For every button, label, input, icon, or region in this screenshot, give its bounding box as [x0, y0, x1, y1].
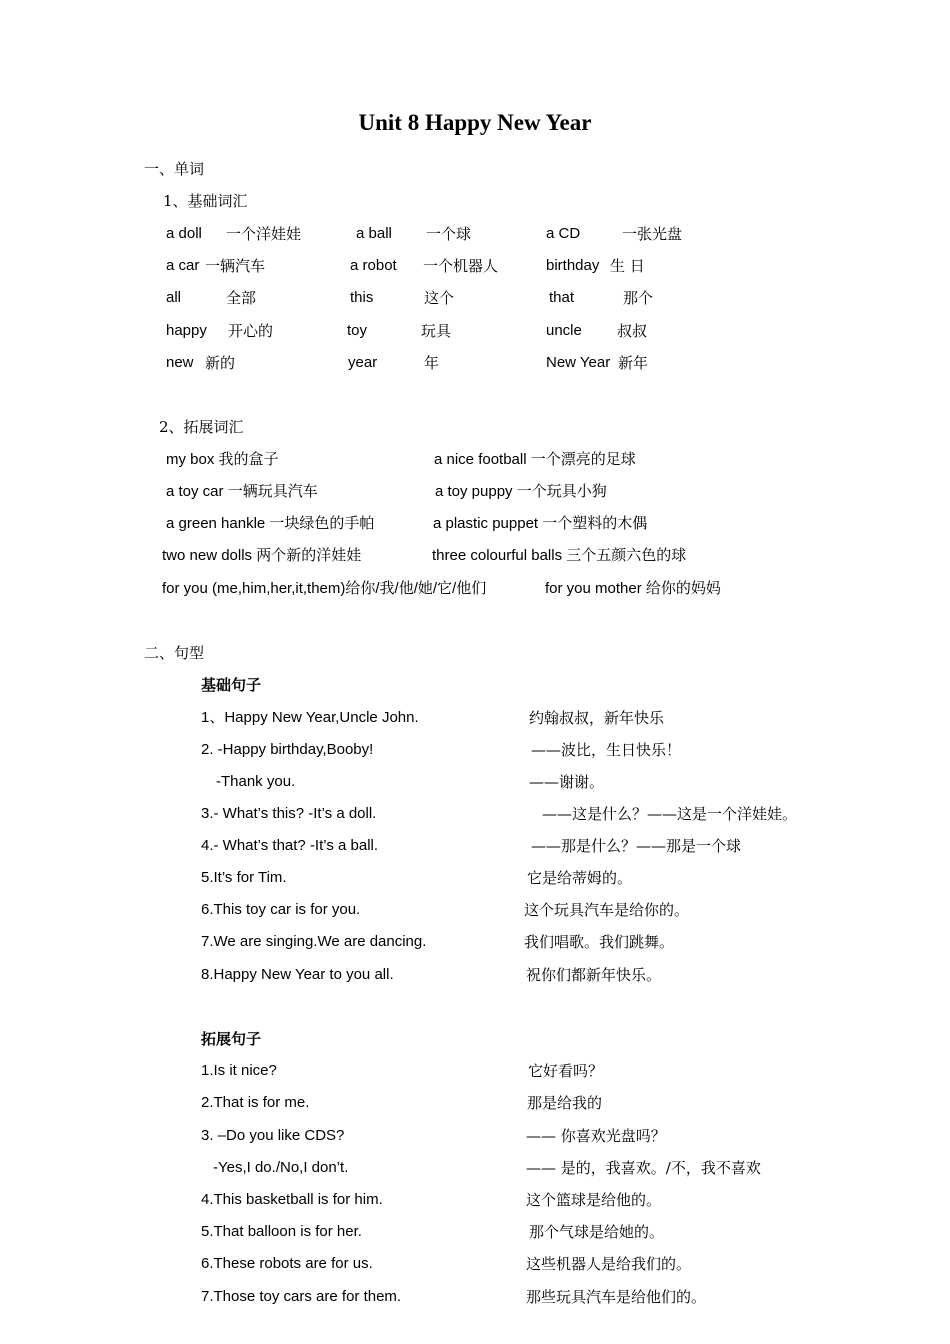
vocab-phrase: two new dolls 两个新的洋娃娃 [162, 547, 362, 564]
sentence-cn: 那是给我的 [527, 1094, 603, 1112]
vocab-meaning: 新年 [618, 354, 649, 372]
sentence-cn: —— 你喜欢光盘吗？ [526, 1127, 666, 1145]
vocab-meaning: 那个 [623, 289, 654, 307]
sentence-cn: ——谢谢。 [529, 773, 605, 791]
vocab-phrase: a plastic puppet 一个塑料的木偶 [433, 515, 648, 532]
vocab-word: new [166, 354, 194, 371]
sentence-en: 2.That is for me. [201, 1094, 310, 1111]
vocab-meaning: 叔叔 [617, 322, 648, 340]
sentence-cn: 约翰叔叔，新年快乐 [529, 709, 665, 727]
vocab-word: toy [347, 322, 368, 339]
sentence-cn: 这些机器人是给我们的。 [526, 1255, 692, 1273]
vocab-word: uncle [546, 322, 582, 339]
vocab-phrase: for you (me,him,her,it,them)给你/我/他/她/它/他们 [162, 580, 487, 597]
sentence-en: 6.This toy car is for you. [201, 901, 361, 918]
sentence-cn: ——波比，生日快乐！ [531, 741, 682, 759]
sentence-en: 8.Happy New Year to you all. [201, 966, 394, 983]
sentence-cn: ——这是什么？——这是一个洋娃娃。 [542, 805, 798, 823]
vocab-meaning: 全部 [226, 289, 257, 307]
sentence-cn: 我们唱歌。我们跳舞。 [524, 933, 675, 951]
sentence-en: 7.We are singing.We are dancing. [201, 933, 427, 950]
section-heading-words: 一、单词 [144, 160, 205, 178]
vocab-meaning: 开心的 [228, 322, 274, 340]
sentence-cn: 这个玩具汽车是给你的。 [524, 901, 690, 919]
extended-sentences-heading: 拓展句子 [201, 1030, 262, 1048]
sentence-en: 1、Happy New Year,Uncle John. [201, 709, 419, 726]
sentence-cn: —— 是的，我喜欢。/不，我不喜欢 [526, 1159, 761, 1177]
sentence-cn: 这个篮球是给他的。 [526, 1191, 662, 1209]
vocab-meaning: 玩具 [421, 322, 452, 340]
vocab-meaning: 一个球 [426, 225, 472, 243]
sentence-cn: 它好看吗？ [528, 1062, 604, 1080]
vocab-word: New Year [546, 354, 611, 371]
vocab-phrase: my box 我的盒子 [166, 451, 279, 468]
vocab-meaning: 一辆汽车 [205, 257, 266, 275]
vocab-word: a ball [356, 225, 392, 242]
vocab-word: happy [166, 322, 207, 339]
vocab-phrase: a toy puppy 一个玩具小狗 [435, 483, 607, 500]
sentence-en: 6.These robots are for us. [201, 1255, 373, 1272]
sentence-en: 5.It’s for Tim. [201, 869, 287, 886]
vocab-word: year [348, 354, 378, 371]
sentence-en: 2. -Happy birthday,Booby! [201, 741, 374, 758]
vocab-word: birthday [546, 257, 600, 274]
vocab-word: that [549, 289, 575, 306]
sentence-en: 4.This basketball is for him. [201, 1191, 383, 1208]
vocab-meaning: 一张光盘 [622, 225, 683, 243]
sentence-cn: 祝你们都新年快乐。 [526, 966, 662, 984]
sentence-en: 5.That balloon is for her. [201, 1223, 362, 1240]
vocab-meaning: 一个机器人 [423, 257, 499, 275]
sentence-en: -Yes,I do./No,I don’t. [213, 1159, 349, 1176]
section-heading-sentences: 二、句型 [144, 644, 205, 662]
vocab-meaning: 年 [424, 354, 440, 372]
sentence-en: 7.Those toy cars are for them. [201, 1288, 402, 1305]
vocab-word: a doll [166, 225, 202, 242]
extended-vocab-heading: 2、拓展词汇 [159, 418, 244, 436]
basic-vocab-heading: 1、基础词汇 [163, 192, 248, 210]
vocab-word: a car [166, 257, 200, 274]
sentence-en: 3. –Do you like CDS? [201, 1127, 345, 1144]
vocab-meaning: 一个洋娃娃 [226, 225, 302, 243]
sentence-cn: ——那是什么？——那是一个球 [531, 837, 742, 855]
sentence-en: 4.- What’s that? -It’s a ball. [201, 837, 379, 854]
vocab-meaning: 这个 [424, 289, 455, 307]
vocab-phrase: a nice football 一个漂亮的足球 [434, 451, 636, 468]
basic-sentences-heading: 基础句子 [201, 676, 262, 694]
sentence-cn: 它是给蒂姆的。 [527, 869, 633, 887]
vocab-word: a robot [350, 257, 397, 274]
vocab-phrase: for you mother 给你的妈妈 [545, 580, 721, 597]
vocab-word: this [350, 289, 374, 306]
vocab-meaning: 新的 [205, 354, 236, 372]
vocab-phrase: three colourful balls 三个五颜六色的球 [432, 547, 687, 564]
sentence-en: 1.Is it nice? [201, 1062, 277, 1079]
vocab-word: a CD [546, 225, 581, 242]
sentence-en: 3.- What’s this? -It’s a doll. [201, 805, 377, 822]
sentence-cn: 那些玩具汽车是给他们的。 [526, 1288, 707, 1306]
sentence-cn: 那个气球是给她的。 [529, 1223, 665, 1241]
page-title: Unit 8 Happy New Year [358, 110, 592, 135]
vocab-word: all [166, 289, 182, 306]
vocab-phrase: a green hankle 一块绿色的手帕 [166, 515, 375, 532]
sentence-en: -Thank you. [216, 773, 296, 790]
vocab-meaning: 生 日 [610, 257, 645, 275]
vocab-phrase: a toy car 一辆玩具汽车 [166, 483, 318, 500]
